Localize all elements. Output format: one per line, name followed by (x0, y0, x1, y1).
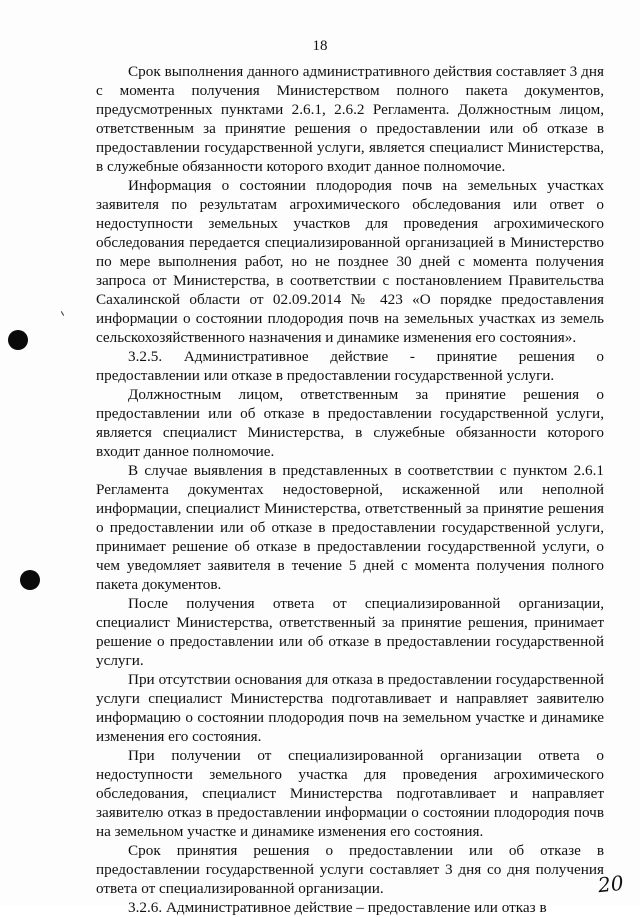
paragraph-execution-term: Срок выполнения данного административного действия составляет 3 дня с момента получения Министерством полного пакета документов, предусмотренных пунктами 2.6.1, 2.6.2 Регламента. Должностным лицом, ответственным за принятие решения о предоставлении или об отказе в предоставлении государственной услуги, является специалист Министерства, в служебные обязанности которого входит данное полномочие. (96, 63, 604, 175)
paragraph-section-3-2-5: 3.2.5. Административное действие - принятие решения о предоставлении или отказе в предоставлении государственной услуги. (96, 348, 604, 384)
paragraph-plot-inaccessibility: При получении от специализированной организации ответа о недоступности земельного участка для проведения агрохимического обследования, специалист Министерства подготавливает и направляет заявителю отказ в предоставлении информации о состоянии плодородия почв на земельном участке и динамике изменения его состояния. (96, 747, 604, 840)
document-body (96, 62, 604, 917)
handwritten-page-number: 20 (596, 870, 625, 898)
paragraph-section-3-2-6: 3.2.6. Административное действие – предоставление или отказ в (128, 899, 547, 916)
punch-hole-upper (8, 330, 28, 350)
stray-ink-mark (61, 311, 64, 316)
page-number: 18 (312, 38, 328, 54)
paragraph-decision-term: Срок принятия решения о предоставлении или об отказе в предоставлении государственной услуги составляет 3 дня со дня получения ответа от специализированной организации. (96, 842, 604, 897)
paragraph-after-response: После получения ответа от специализированной организации, специалист Министерства, ответственный за принятие решения, принимает решение о предоставлении или об отказе в предоставлении государственной услуги. (96, 595, 604, 669)
paragraph-responsible-official: Должностным лицом, ответственным за принятие решения о предоставлении или об отказе в предоставлении государственной услуги, является специалист Министерства, в служебные обязанности которого входит данное полномочие. (96, 386, 604, 460)
paragraph-unreliable-information: В случае выявления в представленных в соответствии с пунктом 2.6.1 Регламента документах недостоверной, искаженной или неполной информации, специалист Министерства, ответственный за принятие решения о предоставлении или об отказе в предоставлении государственной услуги, принимает решение об отказе в предоставлении государственной услуги, о чем уведомляет заявителя в течение 5 дней с момента получения полного пакета документов. (96, 462, 604, 593)
paragraph-no-grounds-for-refusal: При отсутствии основания для отказа в предоставлении государственной услуги специалист Министерства подготавливает и направляет заявителю информацию о состоянии плодородия почв на земельном участке и динамике изменения его состояния. (96, 671, 604, 745)
punch-hole-lower (20, 570, 40, 590)
paragraph-soil-fertility-info: Информация о состоянии плодородия почв на земельных участках заявителя по результатам агрохимического обследования или ответ о недоступности земельных участков для проведения агрохимического обследования передается специализированной организацией в Министерство по мере выполнения работ, но не позднее 30 дней с момента получения запроса от Министерства, в соответствии с постановлением Правительства Сахалинской области от 02.09.2014 № 423 «О порядке предоставления информации о состоянии плодородия почв на земельных участках из земель сельскохозяйственного назначения и динамике изменения его состояния». (96, 177, 604, 346)
